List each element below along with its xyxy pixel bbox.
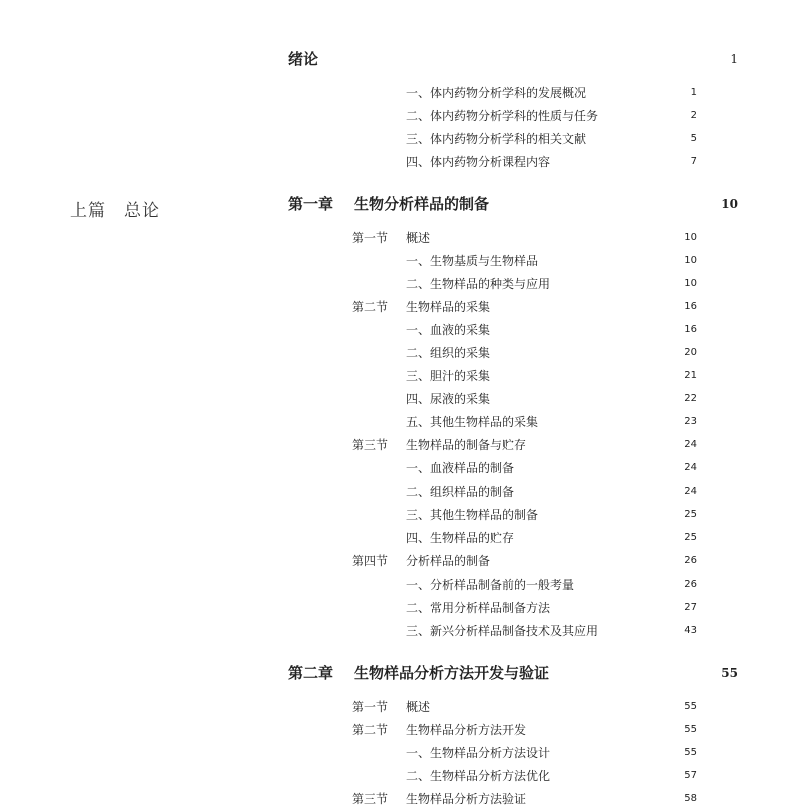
section-page: 24	[684, 439, 697, 450]
toc-item-page: 27	[684, 602, 697, 613]
section-number: 第一节	[352, 231, 389, 245]
chapter-title: 生物样品分析方法开发与验证	[354, 664, 550, 682]
toc-section[interactable]	[0, 551, 800, 571]
toc-item[interactable]	[0, 505, 800, 525]
toc-item[interactable]	[0, 343, 800, 363]
toc-item[interactable]	[0, 251, 800, 271]
toc-item-title: 四、生物样品的贮存	[406, 531, 515, 545]
toc-item-page: 10	[684, 278, 697, 289]
toc-item-title: 三、胆汁的采集	[406, 369, 491, 383]
toc-item[interactable]	[0, 458, 800, 478]
toc-entry-intro[interactable]	[0, 49, 800, 69]
toc-item-title: 一、生物基质与生物样品	[406, 254, 539, 268]
toc-item[interactable]	[0, 106, 800, 126]
toc-item[interactable]	[0, 621, 800, 641]
toc-item-title: 三、新兴分析样品制备技术及其应用	[406, 624, 599, 638]
toc-item-title: 二、生物样品分析方法优化	[406, 769, 551, 783]
toc-item-page: 55	[684, 747, 697, 758]
toc-item-title: 三、其他生物样品的制备	[406, 508, 539, 522]
section-page: 26	[684, 555, 697, 566]
chapter-number: 第二章	[288, 664, 334, 682]
section-number: 第二节	[352, 723, 389, 737]
section-page: 10	[684, 232, 697, 243]
toc-chapter[interactable]	[0, 663, 800, 683]
toc-item-page: 25	[684, 509, 697, 520]
toc-entry-title: 绪论	[288, 50, 319, 68]
section-page: 55	[684, 701, 697, 712]
toc-item-page: 57	[684, 770, 697, 781]
toc-item-title: 二、组织的采集	[406, 346, 491, 360]
toc-item[interactable]	[0, 152, 800, 172]
section-title: 生物样品分析方法开发	[406, 723, 527, 737]
section-page: 16	[684, 301, 697, 312]
toc-item-page: 24	[684, 486, 697, 497]
chapter-page: 55	[721, 666, 738, 680]
toc-item-title: 二、常用分析样品制备方法	[406, 601, 551, 615]
toc-item-page: 22	[684, 393, 697, 404]
toc-item[interactable]	[0, 766, 800, 786]
toc-chapter[interactable]	[0, 194, 800, 214]
toc-item-title: 一、血液的采集	[406, 323, 491, 337]
section-title: 概述	[406, 231, 431, 245]
toc-item-title: 三、体内药物分析学科的相关文献	[406, 132, 587, 146]
toc-section[interactable]	[0, 435, 800, 455]
toc-item-page: 23	[684, 416, 697, 427]
toc-section[interactable]	[0, 228, 800, 248]
section-number: 第四节	[352, 554, 389, 568]
part-title: 上篇 总论	[70, 201, 160, 221]
toc-item-title: 四、体内药物分析课程内容	[406, 155, 551, 169]
toc-item-page: 24	[684, 462, 697, 473]
toc-item[interactable]	[0, 743, 800, 763]
toc-item-page: 43	[684, 625, 697, 636]
toc-item-page: 26	[684, 579, 697, 590]
toc-entry-page: 1	[730, 52, 738, 66]
section-number: 第三节	[352, 792, 389, 806]
section-page: 58	[684, 793, 697, 804]
section-title: 生物样品的采集	[406, 300, 491, 314]
toc-item-title: 一、体内药物分析学科的发展概况	[406, 86, 587, 100]
toc-section[interactable]	[0, 697, 800, 717]
toc-item[interactable]	[0, 129, 800, 149]
toc-item-title: 二、生物样品的种类与应用	[406, 277, 551, 291]
toc-item-page: 7	[690, 156, 697, 167]
toc-item-page: 10	[684, 255, 697, 266]
section-number: 第一节	[352, 700, 389, 714]
toc-item[interactable]	[0, 482, 800, 502]
toc-item-title: 一、血液样品的制备	[406, 461, 515, 475]
toc-item[interactable]	[0, 389, 800, 409]
toc-item[interactable]	[0, 412, 800, 432]
toc-item-page: 1	[690, 87, 697, 98]
toc-section[interactable]	[0, 297, 800, 317]
toc-item-title: 一、分析样品制备前的一般考量	[406, 578, 575, 592]
chapter-number: 第一章	[288, 195, 334, 213]
toc-item[interactable]	[0, 83, 800, 103]
toc-item-page: 20	[684, 347, 697, 358]
chapter-page: 10	[721, 197, 738, 211]
toc-item[interactable]	[0, 598, 800, 618]
toc-item-page: 21	[684, 370, 697, 381]
section-title: 生物样品分析方法验证	[406, 792, 527, 806]
toc-section[interactable]	[0, 720, 800, 740]
section-page: 55	[684, 724, 697, 735]
section-title: 概述	[406, 700, 431, 714]
section-number: 第三节	[352, 438, 389, 452]
toc-item-page: 16	[684, 324, 697, 335]
toc-item-title: 一、生物样品分析方法设计	[406, 746, 551, 760]
chapter-title: 生物分析样品的制备	[354, 195, 490, 213]
section-number: 第二节	[352, 300, 389, 314]
toc-item-page: 5	[690, 133, 697, 144]
toc-item-title: 四、尿液的采集	[406, 392, 491, 406]
toc-item[interactable]	[0, 366, 800, 386]
section-title: 分析样品的制备	[406, 554, 491, 568]
section-title: 生物样品的制备与贮存	[406, 438, 527, 452]
toc-item[interactable]	[0, 320, 800, 340]
toc-item[interactable]	[0, 528, 800, 548]
toc-item[interactable]	[0, 575, 800, 595]
toc-section[interactable]	[0, 789, 800, 809]
toc-item-page: 25	[684, 532, 697, 543]
toc-item-title: 五、其他生物样品的采集	[406, 415, 539, 429]
toc-item-page: 2	[690, 110, 697, 121]
toc-item[interactable]	[0, 274, 800, 294]
toc-item-title: 二、体内药物分析学科的性质与任务	[406, 109, 599, 123]
toc-item-title: 二、组织样品的制备	[406, 485, 515, 499]
